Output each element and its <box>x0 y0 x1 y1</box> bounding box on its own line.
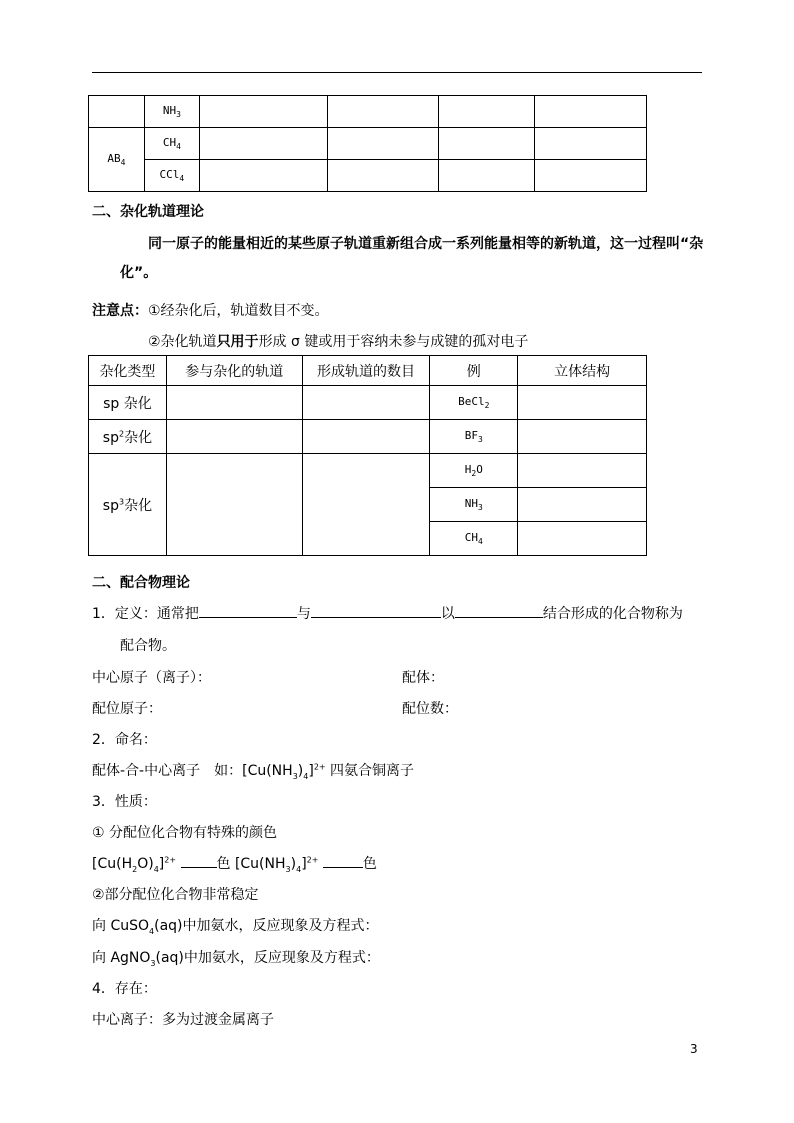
fill-blank[interactable] <box>199 603 297 618</box>
text: 向 CuSO <box>92 918 150 934</box>
definition-line <box>92 603 683 623</box>
header-cell: 立体结构 <box>518 356 647 386</box>
color-line: $[Cu(H_2O)_4]^{2+}$ 色 $[Cu(NH_3)_4]^{2+}$ 色 <box>92 853 377 874</box>
text: (aq)中加氨水，反应现象及方程式： <box>154 918 379 934</box>
type-cell: sp 杂化 <box>89 386 167 420</box>
text: ] <box>308 763 314 779</box>
text: 色 [Cu(NH <box>216 856 286 872</box>
fill-blank[interactable] <box>311 603 441 618</box>
fill-blank[interactable] <box>455 603 543 618</box>
table-cell <box>302 420 430 454</box>
text: ) <box>297 763 304 779</box>
center-atom-label: 中心原子（离子）： <box>92 670 211 686</box>
table-row <box>89 420 647 454</box>
table-cell <box>518 386 647 420</box>
note-line-1 <box>92 300 329 320</box>
table-cell <box>518 454 647 488</box>
table-cell <box>302 454 430 556</box>
table-cell <box>535 96 647 128</box>
type-cell: $sp^2$杂化 <box>89 420 167 454</box>
existence-title: 4．存在： <box>92 981 157 997</box>
table-cell <box>518 488 647 522</box>
text: 色 <box>362 856 377 872</box>
text: 结合形成的化合物称为 <box>542 606 683 622</box>
text: 1．定义：通常把 <box>92 606 199 622</box>
example-cell: $CH_4$ <box>430 522 518 556</box>
header-cell: 形成轨道的数目 <box>302 356 430 386</box>
note-text: 形成 σ 键或用于容纳未参与成键的孤对电子 <box>258 334 529 350</box>
header-cell: 参与杂化的轨道 <box>166 356 302 386</box>
text: O) <box>137 856 154 872</box>
table-cell <box>199 96 327 128</box>
formula-cell: $CH_4$ <box>144 128 199 160</box>
note-label: 注意点： <box>92 303 148 319</box>
text: ] <box>158 856 165 872</box>
header-rule <box>92 72 702 73</box>
table-cell <box>439 128 535 160</box>
ligand-label: 配体： <box>402 670 444 686</box>
table-row <box>89 454 647 488</box>
table-cell <box>535 160 647 192</box>
note-text: ②杂化轨道 <box>148 334 217 350</box>
definition-line-cont: 配合物。 <box>120 638 176 654</box>
table-cell <box>302 386 430 420</box>
note-emphasis: 只用于 <box>216 334 259 350</box>
page-number: 3 <box>690 1042 698 1056</box>
group-cell: $AB_4$ <box>89 128 145 192</box>
table-cell <box>199 128 327 160</box>
table-row <box>89 386 647 420</box>
property-1: ① 分配位化合物有特殊的颜色 <box>92 825 278 841</box>
table-row <box>89 160 647 192</box>
table-cell <box>166 454 302 556</box>
table-cell <box>327 160 439 192</box>
header-cell: 例 <box>430 356 518 386</box>
table-cell <box>535 128 647 160</box>
hybrid-table <box>88 355 647 556</box>
text: 与 <box>296 606 311 622</box>
property-title: 3．性质： <box>92 794 157 810</box>
table-header-row <box>89 356 647 386</box>
definition-text: 同一原子的能量相近的某些原子轨道重新组合成一系列能量相等的新轨道，这一过程叫“杂 <box>148 236 704 252</box>
molecule-table <box>88 95 647 192</box>
coord-atom-label: 配位原子： <box>92 701 162 717</box>
note-line-2 <box>148 331 528 351</box>
table-cell <box>518 420 647 454</box>
formula-cell: $NH_3$ <box>144 96 199 128</box>
table-cell <box>439 160 535 192</box>
example-cell: $BF_3$ <box>430 420 518 454</box>
example-cell: $H_2O$ <box>430 454 518 488</box>
table-cell <box>199 160 327 192</box>
table-cell <box>518 522 647 556</box>
fill-blank[interactable] <box>181 853 217 868</box>
text: (aq)中加氨水，反应现象及方程式： <box>155 950 380 966</box>
cuso4-question: 向 CuSO$_4$(aq)中加氨水，反应现象及方程式： <box>92 918 379 936</box>
table-cell <box>327 96 439 128</box>
fill-blank[interactable] <box>323 853 363 868</box>
table-cell <box>166 386 302 420</box>
type-cell: $sp^3$杂化 <box>89 454 167 556</box>
text: 向 AgNO <box>92 950 151 966</box>
coord-num-label: 配位数： <box>402 701 458 717</box>
header-cell: 杂化类型 <box>89 356 167 386</box>
text: 配体-合-中心离子 如：[Cu(NH <box>92 763 293 779</box>
property-2: ②部分配位化合物非常稳定 <box>92 887 259 903</box>
agno3-question: 向 AgNO$_3$(aq)中加氨水，反应现象及方程式： <box>92 950 380 968</box>
text: ) <box>290 856 297 872</box>
naming-title: 2．命名： <box>92 732 157 748</box>
formula-cell: CCl$_4$ <box>144 160 199 192</box>
table-row <box>89 128 647 160</box>
definition-text-cont: 化”。 <box>120 265 158 281</box>
text: ] <box>301 856 307 872</box>
note-text: ①经杂化后，轨道数目不变。 <box>148 303 329 319</box>
text: 以 <box>440 606 455 622</box>
table-row <box>89 96 647 128</box>
naming-example: 配体-合-中心离子 如：$[Cu(NH_3)_4]^{2+}$ 四氨合铜离子 <box>92 762 415 781</box>
section-title: 二、配合物理论 <box>92 575 190 591</box>
text: 四氨合铜离子 <box>325 763 415 779</box>
table-cell <box>439 96 535 128</box>
table-cell <box>89 96 145 128</box>
table-cell <box>327 128 439 160</box>
existence-1: 中心离子：多为过渡金属离子 <box>92 1012 274 1028</box>
example-cell: $NH_3$ <box>430 488 518 522</box>
text: [Cu(H <box>92 856 133 872</box>
example-cell: BeCl$_2$ <box>430 386 518 420</box>
table-cell <box>166 420 302 454</box>
section-title: 二、杂化轨道理论 <box>92 204 204 220</box>
